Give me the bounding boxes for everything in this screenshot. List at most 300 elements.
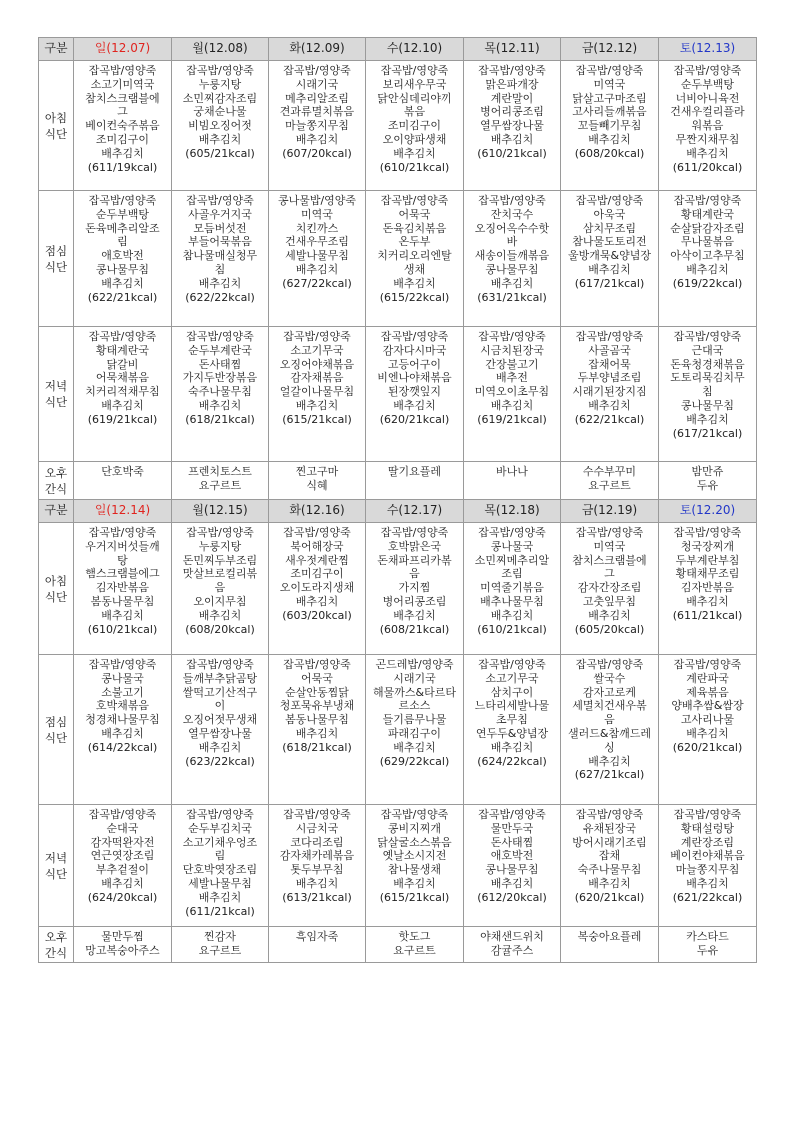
- dinner-row: [39, 805, 757, 927]
- menu-line: 고등어구이: [387, 357, 442, 371]
- menu-line: 삼치구이: [490, 685, 534, 699]
- lunch-menu-cell: [659, 191, 757, 327]
- menu-line: 부들어묵볶음: [188, 235, 252, 249]
- menu-line: 잡곡밥/영양죽: [673, 526, 742, 539]
- menu-line: (613/21kcal): [282, 890, 352, 904]
- lunch-menu-cell: [172, 191, 269, 327]
- meal-label-line: 오후: [44, 929, 68, 944]
- menu-line: 잡곡밥/영양죽: [88, 194, 157, 207]
- day-header: 화(12.16): [269, 500, 366, 523]
- menu-line: 호박맑은국: [387, 539, 442, 553]
- menu-line: 배추김치: [490, 276, 534, 290]
- breakfast-menu-cell: [269, 523, 366, 655]
- breakfast-menu-cell: [366, 61, 464, 191]
- menu-line: 어묵국: [398, 207, 431, 221]
- menu-line: 배추김치: [198, 132, 242, 146]
- lunch-menu-cell: [269, 191, 366, 327]
- menu-line: 잡곡밥/영양죽: [575, 330, 644, 343]
- menu-line: 음: [409, 567, 420, 581]
- menu-line: (611/21kcal): [185, 904, 255, 918]
- menu-line: 견과류멸치볶음: [279, 105, 355, 119]
- menu-line: 그: [604, 567, 615, 581]
- breakfast-menu-cell: [172, 523, 269, 655]
- menu-line: 콩나물밥/영양죽: [277, 194, 357, 207]
- menu-line: 침: [702, 385, 713, 399]
- meal-label-line: 식단: [44, 589, 68, 604]
- menu-line: 요구르트: [393, 943, 436, 957]
- menu-line: 들기름무나물: [382, 713, 447, 727]
- menu-line: 잡곡밥/영양죽: [575, 658, 644, 671]
- menu-line: 사골곰국: [588, 343, 631, 357]
- menu-line: 얼갈이나물무침: [279, 385, 355, 399]
- menu-line: 배추김치: [101, 398, 144, 412]
- menu-line: (624/20kcal): [87, 890, 158, 904]
- menu-line: 맑은파개장: [485, 77, 539, 91]
- menu-line: 북어해장국: [290, 539, 344, 553]
- menu-line: 조미김구이: [290, 567, 344, 581]
- menu-line: (610/21kcal): [477, 146, 547, 160]
- menu-line: 황태설렁탕: [680, 821, 735, 835]
- menu-line: 열무쌈장나물: [188, 726, 252, 740]
- menu-line: 배추김치: [588, 132, 631, 146]
- menu-line: 시래기된장지짐: [572, 385, 647, 399]
- menu-line: 잡곡밥/영양죽: [88, 808, 157, 821]
- menu-line: 잡곡밥/영양죽: [283, 526, 351, 539]
- menu-line: 조미김구이: [95, 132, 150, 146]
- menu-line: 부추겉절이: [95, 863, 150, 877]
- menu-line: (615/21kcal): [379, 890, 450, 904]
- lunch-menu-cell: [464, 191, 561, 327]
- menu-line: 치커리오리엔탈: [377, 249, 452, 263]
- menu-line: 쌀떡고기산적구: [182, 685, 258, 699]
- menu-line: (618/21kcal): [282, 740, 352, 754]
- menu-line: (619/21kcal): [477, 412, 547, 426]
- menu-line: 잡곡밥/영양죽: [575, 526, 644, 539]
- menu-line: 샐러드&참깨드레: [568, 726, 651, 740]
- menu-line: 잡채: [598, 849, 621, 863]
- menu-line: 배추김치: [101, 146, 144, 160]
- menu-line: (614/22kcal): [87, 740, 158, 754]
- dinner-menu-cell: [366, 327, 464, 462]
- menu-line: 잡곡밥/영양죽: [478, 808, 546, 821]
- menu-line: 돈민찌두부조림: [182, 553, 258, 567]
- menu-line: 콩비지찌개: [387, 821, 442, 835]
- meal-label-line: 오후: [44, 465, 68, 480]
- day-header: 토(12.20): [659, 500, 757, 523]
- menu-line: 병어리콩조림: [480, 105, 544, 119]
- breakfast-row: [39, 61, 757, 191]
- menu-line: 배추김치: [686, 876, 729, 890]
- menu-line: 비엔나야채볶음: [377, 371, 452, 385]
- menu-line: 미역국: [301, 207, 333, 221]
- snack-menu-cell: [464, 927, 561, 963]
- menu-line: 고사리나물: [680, 713, 735, 727]
- menu-line: 아삭이고추무침: [670, 249, 745, 263]
- day-header: 목(12.18): [464, 500, 561, 523]
- menu-line: 배추김치: [393, 876, 436, 890]
- lunch-menu-cell: [172, 655, 269, 805]
- menu-line: 닭살굴소스볶음: [377, 835, 452, 849]
- menu-line: 양배추쌈&쌈장: [671, 699, 744, 713]
- dinner-menu-cell: [464, 327, 561, 462]
- menu-line: 배추김치: [295, 262, 339, 276]
- lunch-menu-cell: [366, 655, 464, 805]
- menu-line: (621/22kcal): [672, 890, 743, 904]
- menu-line: (620/21kcal): [379, 412, 450, 426]
- breakfast-menu-cell: [74, 61, 172, 191]
- menu-line: 배추김치: [393, 740, 436, 754]
- menu-line: 배추김치: [490, 132, 534, 146]
- menu-line: (610/21kcal): [477, 622, 547, 636]
- menu-line: 베이컨숙주볶음: [85, 119, 160, 133]
- menu-line: 배추김치: [295, 132, 339, 146]
- day-header: 금(12.12): [561, 38, 659, 61]
- lunch-menu-cell: [659, 655, 757, 805]
- menu-line: (611/20kcal): [672, 160, 743, 174]
- menu-line: 곤드레밥/영양죽: [375, 658, 454, 671]
- dinner-label: [39, 327, 74, 462]
- menu-line: (611/21kcal): [672, 608, 743, 622]
- menu-line: 돈육김치볶음: [382, 221, 447, 235]
- menu-line: 느타리세발나물: [474, 699, 550, 713]
- menu-line: (612/20kcal): [477, 890, 547, 904]
- menu-line: 메추리알조림: [285, 91, 349, 105]
- menu-line: 배추김치: [490, 608, 534, 622]
- menu-line: 순살닭감자조림: [670, 221, 745, 235]
- menu-line: 청국장찌개: [680, 539, 735, 553]
- menu-line: 음: [604, 713, 615, 727]
- menu-line: (603/20kcal): [282, 608, 352, 622]
- menu-line: 시래기국: [295, 77, 339, 91]
- breakfast-menu-cell: [269, 61, 366, 191]
- menu-line: (605/21kcal): [185, 146, 255, 160]
- snack-menu-cell: [74, 927, 172, 963]
- menu-line: 배추김치: [101, 276, 144, 290]
- menu-line: 잡곡밥/영양죽: [88, 64, 157, 77]
- menu-line: 잡곡밥/영양죽: [673, 194, 742, 207]
- menu-line: 침: [214, 262, 226, 276]
- menu-line: 잡곡밥/영양죽: [283, 64, 351, 77]
- menu-line: 간장불고기: [485, 357, 539, 371]
- menu-line: 밤만쥬: [691, 465, 724, 478]
- breakfast-menu-cell: [659, 61, 757, 191]
- menu-line: 감자떡완자전: [90, 835, 155, 849]
- menu-line: 림: [214, 849, 226, 863]
- menu-line: 해물까스&타르타: [373, 685, 456, 699]
- menu-line: 잡곡밥/영양죽: [283, 808, 351, 821]
- menu-line: 소불고기: [101, 685, 144, 699]
- menu-line: 파래김구이: [387, 726, 442, 740]
- menu-line: 잡곡밥/영양죽: [380, 194, 449, 207]
- menu-line: (617/21kcal): [672, 426, 743, 440]
- menu-line: 배추김치: [198, 398, 242, 412]
- menu-line: 건새우컬리플라: [670, 105, 745, 119]
- day-header: 일(12.07): [74, 38, 172, 61]
- menu-line: 돈사태찜: [490, 835, 534, 849]
- menu-line: 참나물도토리전: [572, 235, 647, 249]
- meal-label-line: 저녁: [44, 379, 68, 393]
- dinner-menu-cell: [464, 805, 561, 927]
- menu-line: 콩나물국: [490, 539, 534, 553]
- menu-line: 우거지버섯들깨: [85, 539, 160, 553]
- menu-line: 배추김치: [686, 594, 729, 608]
- dinner-menu-cell: [366, 805, 464, 927]
- menu-line: 시금치국: [295, 821, 339, 835]
- menu-line: (605/20kcal): [574, 622, 645, 636]
- snack-menu-cell: [172, 462, 269, 500]
- menu-line: 잡곡밥/영양죽: [186, 658, 254, 671]
- dinner-row: [39, 327, 757, 462]
- menu-line: 돈육청경채볶음: [670, 357, 745, 371]
- menu-line: (623/22kcal): [185, 754, 255, 768]
- menu-line: 참나물생채: [387, 863, 442, 877]
- menu-line: 배추김치: [490, 398, 534, 412]
- meal-label-line: 아침: [44, 573, 68, 588]
- meal-label-line: 저녁: [44, 850, 68, 865]
- menu-line: 미역국: [593, 77, 626, 91]
- meal-label-line: 식단: [44, 730, 68, 745]
- menu-line: 삼치무조림: [582, 221, 637, 235]
- lunch-label: [39, 655, 74, 805]
- menu-line: (615/21kcal): [282, 412, 352, 426]
- menu-line: 계란파국: [686, 671, 729, 685]
- menu-line: 아욱국: [593, 207, 626, 221]
- menu-line: 잡곡밥/영양죽: [186, 526, 254, 539]
- menu-line: 순두부계란국: [188, 343, 252, 357]
- menu-line: 돈채파프리카볶: [377, 553, 452, 567]
- menu-line: 잡곡밥/영양죽: [380, 330, 449, 343]
- menu-line: 배추김치: [393, 276, 436, 290]
- menu-line: 무짠지채무침: [675, 132, 740, 146]
- menu-line: 세발나물무침: [188, 876, 252, 890]
- dinner-label: [39, 805, 74, 927]
- menu-line: 잔치국수: [490, 207, 534, 221]
- dinner-menu-cell: [561, 805, 659, 927]
- menu-line: 울방개묵&양념장: [568, 249, 651, 263]
- menu-line: 잡곡밥/영양죽: [186, 194, 254, 207]
- menu-line: 배추김치: [295, 594, 339, 608]
- menu-line: 조미김구이: [387, 119, 442, 133]
- menu-line: 배추김치: [101, 876, 144, 890]
- menu-line: 요구르트: [198, 478, 242, 492]
- menu-line: (622/21kcal): [87, 290, 158, 304]
- menu-line: 소고기무국: [290, 343, 344, 357]
- menu-line: 잡곡밥/영양죽: [673, 330, 742, 343]
- meal-label-line: 점심: [44, 243, 68, 258]
- snack-menu-cell: [366, 927, 464, 963]
- menu-line: 맛살브로컬리볶: [182, 567, 258, 581]
- menu-line: 배추김치: [393, 398, 436, 412]
- menu-line: 오이지무침: [193, 594, 247, 608]
- snack-menu-cell: [659, 462, 757, 500]
- menu-line: 두부양념조림: [577, 371, 642, 385]
- menu-line: 식혜: [306, 478, 328, 492]
- menu-line: 잡곡밥/영양죽: [283, 330, 351, 343]
- lunch-menu-cell: [366, 191, 464, 327]
- menu-line: 마늘쫑지무침: [285, 119, 349, 133]
- menu-line: 망고복숭아주스: [85, 943, 160, 957]
- lunch-menu-cell: [561, 655, 659, 805]
- day-header: 목(12.11): [464, 38, 561, 61]
- dinner-menu-cell: [172, 327, 269, 462]
- menu-line: 잡곡밥/영양죽: [478, 330, 546, 343]
- gubun-header: 구분: [39, 38, 74, 61]
- menu-line: 황태채무조림: [675, 567, 740, 581]
- menu-line: 잡곡밥/영양죽: [283, 658, 351, 671]
- menu-line: 르소스: [398, 699, 431, 713]
- menu-line: 생채: [403, 262, 426, 276]
- menu-line: 배추김치: [588, 754, 631, 768]
- menu-line: 온두부: [398, 235, 431, 249]
- menu-line: 병어리콩조림: [382, 594, 447, 608]
- snack-row: [39, 927, 757, 963]
- menu-line: 계란장조림: [680, 835, 735, 849]
- menu-line: 순대국: [106, 821, 139, 835]
- menu-line: 잡곡밥/영양죽: [186, 808, 254, 821]
- menu-line: 음: [214, 581, 226, 595]
- menu-line: 두유: [696, 943, 719, 957]
- menu-line: 감자채볶음: [290, 371, 344, 385]
- meal-label-line: 아침: [44, 110, 68, 125]
- menu-line: 감귤주스: [490, 943, 534, 957]
- menu-line: 가지찜: [398, 581, 431, 595]
- lunch-menu-cell: [561, 191, 659, 327]
- menu-line: (611/19kcal): [87, 160, 158, 174]
- menu-line: 배추김치: [686, 726, 729, 740]
- snack-menu-cell: [561, 462, 659, 500]
- menu-line: 미역줄기볶음: [480, 581, 544, 595]
- breakfast-menu-cell: [464, 523, 561, 655]
- menu-line: 감자고로케: [582, 685, 637, 699]
- dinner-menu-cell: [172, 805, 269, 927]
- menu-line: 햄스크램블에그: [85, 567, 160, 581]
- menu-line: 요구르트: [588, 478, 631, 492]
- week-header-row: [39, 500, 757, 523]
- snack-label: [39, 462, 74, 500]
- menu-line: 소민찌메추리알: [474, 553, 550, 567]
- meal-label-line: 간식: [44, 945, 68, 960]
- menu-line: 배추김치: [198, 740, 242, 754]
- menu-line: 돈육메추리알조: [85, 221, 160, 235]
- dinner-menu-cell: [74, 327, 172, 462]
- menu-line: 바: [506, 235, 518, 249]
- snack-menu-cell: [464, 462, 561, 500]
- menu-line: (631/21kcal): [477, 290, 547, 304]
- breakfast-menu-cell: [561, 61, 659, 191]
- menu-line: 꼬들빼기무침: [577, 119, 642, 133]
- menu-line: 들깨부추닭곰탕: [182, 671, 258, 685]
- day-header: 월(12.08): [172, 38, 269, 61]
- menu-line: 단호박죽: [101, 465, 144, 478]
- menu-line: 세발나물무침: [285, 249, 349, 263]
- menu-line: 숙주나물무침: [188, 385, 252, 399]
- menu-line: 청포묵유부냉채: [279, 699, 355, 713]
- menu-line: 너비아니육전: [675, 91, 740, 105]
- day-header: 월(12.15): [172, 500, 269, 523]
- menu-line: 소고기미역국: [90, 77, 155, 91]
- menu-line: 가지두반장볶음: [182, 371, 258, 385]
- menu-line: 어묵국: [301, 671, 333, 685]
- breakfast-menu-cell: [464, 61, 561, 191]
- menu-line: 조림: [501, 567, 523, 581]
- menu-line: 이: [214, 699, 226, 713]
- menu-line: 감자간장조림: [577, 581, 642, 595]
- menu-line: 그: [117, 105, 128, 119]
- menu-line: 순두부백탕: [680, 77, 735, 91]
- menu-line: 콩나물무침: [485, 863, 539, 877]
- menu-line: 잡곡밥/영양죽: [380, 64, 449, 77]
- menu-line: 닭갈비: [106, 357, 139, 371]
- menu-line: 콩나물무침: [95, 262, 150, 276]
- menu-line: 근대국: [691, 343, 724, 357]
- menu-line: 청경채나물무침: [85, 713, 160, 727]
- menu-line: 잡곡밥/영양죽: [88, 658, 157, 671]
- menu-line: 잡곡밥/영양죽: [673, 658, 742, 671]
- breakfast-menu-cell: [366, 523, 464, 655]
- lunch-menu-cell: [74, 655, 172, 805]
- menu-line: (620/21kcal): [574, 890, 645, 904]
- menu-line: (629/22kcal): [379, 754, 450, 768]
- menu-line: 복숭아요플레: [577, 930, 642, 943]
- day-header: 화(12.09): [269, 38, 366, 61]
- menu-line: 오징어옥수수핫: [474, 221, 550, 235]
- menu-line: 모듬버섯전: [193, 221, 247, 235]
- week-header-row: [39, 38, 757, 61]
- menu-line: 된장깻잎지: [387, 385, 442, 399]
- menu-line: 유채된장국: [582, 821, 637, 835]
- menu-line: (627/21kcal): [574, 768, 645, 782]
- menu-line: 잡곡밥/영양죽: [478, 194, 546, 207]
- snack-menu-cell: [74, 462, 172, 500]
- day-header: 토(12.13): [659, 38, 757, 61]
- menu-line: 잡곡밥/영양죽: [673, 64, 742, 77]
- menu-line: 새송이들깨볶음: [474, 249, 550, 263]
- menu-line: 호박채볶음: [95, 699, 150, 713]
- dinner-menu-cell: [659, 805, 757, 927]
- breakfast-menu-cell: [561, 523, 659, 655]
- menu-line: (619/22kcal): [672, 276, 743, 290]
- menu-body: [39, 38, 757, 963]
- menu-line: 옛날소시지전: [382, 849, 447, 863]
- menu-line: 두부계란부침: [675, 553, 740, 567]
- menu-line: 누룽지탕: [198, 77, 242, 91]
- breakfast-label: [39, 61, 74, 191]
- menu-line: 단호박엿장조림: [182, 863, 258, 877]
- menu-line: 배추전: [496, 371, 528, 385]
- day-header: 일(12.14): [74, 500, 172, 523]
- menu-line: (610/21kcal): [379, 160, 450, 174]
- menu-line: 배추김치: [295, 398, 339, 412]
- snack-label: [39, 927, 74, 963]
- menu-line: (620/21kcal): [672, 740, 743, 754]
- dinner-menu-cell: [659, 327, 757, 462]
- menu-line: 보리새우무국: [382, 77, 447, 91]
- menu-line: 사골우거지국: [188, 207, 252, 221]
- menu-line: 애호박전: [490, 849, 534, 863]
- snack-row: [39, 462, 757, 500]
- menu-line: 미역국: [593, 539, 626, 553]
- menu-line: 배추김치: [588, 398, 631, 412]
- menu-line: 계란말이: [490, 91, 534, 105]
- menu-line: (608/20kcal): [185, 622, 255, 636]
- lunch-menu-cell: [464, 655, 561, 805]
- menu-line: 감자다시마국: [382, 343, 447, 357]
- lunch-menu-cell: [269, 655, 366, 805]
- menu-line: 제육볶음: [686, 685, 729, 699]
- menu-line: 핫도그: [398, 930, 431, 943]
- menu-line: 미역오이초무침: [474, 385, 550, 399]
- snack-menu-cell: [561, 927, 659, 963]
